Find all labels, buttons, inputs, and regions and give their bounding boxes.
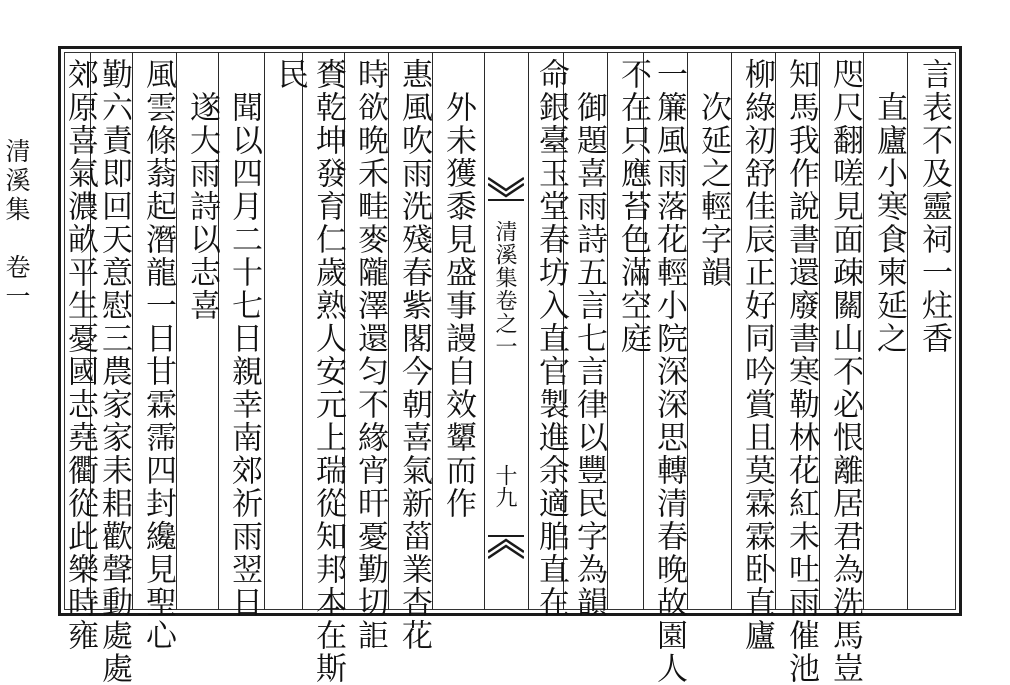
text-column-16: 聞以四月二十七日親幸南郊祈雨翌日 bbox=[226, 58, 262, 619]
fish-tail-top-icon bbox=[488, 176, 524, 202]
center-fold-column bbox=[480, 52, 532, 610]
column-rule bbox=[863, 52, 864, 610]
text-column-2: 直廬小寒食柬延之 bbox=[871, 58, 907, 355]
column-rule bbox=[388, 52, 389, 610]
column-rule bbox=[432, 52, 433, 610]
column-rule bbox=[731, 52, 732, 610]
column-rule bbox=[528, 52, 529, 610]
text-column-18: 風雲條蓊起潛龍一日甘霖霈四封纔見聖心 bbox=[140, 58, 176, 652]
text-column-4: 知馬我作說書還廢書寒勒林花紅未吐雨催池 bbox=[783, 58, 819, 685]
column-rule bbox=[687, 52, 688, 610]
text-column-8: 不在只應苔色滿空庭 bbox=[615, 58, 651, 355]
margin-book-title: 清溪集 卷一 bbox=[2, 138, 31, 312]
text-column-10: 命銀臺玉堂春坊入直官製進余適䏨直在 bbox=[533, 58, 569, 619]
column-rule bbox=[819, 52, 820, 610]
column-rule bbox=[484, 52, 485, 610]
text-column-3: 咫尺翻嗟見面疎關山不必恨離居君為洗馬豈 bbox=[827, 58, 863, 685]
text-column-19: 勤六責即回天意慰三農家家耒耜歡聲動處處 bbox=[96, 58, 132, 685]
page-number: 十九 bbox=[492, 464, 517, 508]
column-rule bbox=[607, 52, 608, 610]
text-column-15: 民 bbox=[272, 58, 308, 91]
fish-tail-bottom-icon bbox=[488, 534, 524, 560]
column-rule bbox=[264, 52, 265, 610]
text-column-12: 惠風吹雨洗殘春紫閣今朝喜氣新菑業杏花 bbox=[396, 58, 432, 652]
text-column-20: 郊原喜氣濃畝平生憂國志堯衢從此樂時雍 bbox=[62, 58, 98, 652]
column-rule bbox=[176, 52, 177, 610]
column-rule bbox=[132, 52, 133, 610]
column-rule bbox=[775, 52, 776, 610]
text-column-14: 賚乾坤發育仁歲熟人安元上瑞從知邦本在斯 bbox=[310, 58, 346, 685]
text-column-1: 言表不及靈祠一炷香 bbox=[916, 58, 952, 355]
column-rule bbox=[907, 52, 908, 610]
column-rule bbox=[302, 52, 303, 610]
volume-label: 清溪集卷之一 bbox=[492, 220, 517, 358]
text-column-9: 御題喜雨詩五言七言律以豐民字為韻 bbox=[571, 58, 607, 619]
text-column-6: 次延之輕字韻 bbox=[695, 58, 731, 289]
text-column-5: 柳綠初舒佳辰正好同吟賞且莫霖霖卧直廬 bbox=[739, 58, 775, 652]
text-column-11: 外未獲黍見盛事謾自效顰而作 bbox=[440, 58, 476, 520]
text-column-17: 遂大雨詩以志喜 bbox=[184, 58, 220, 322]
text-column-7: 一簾風雨落花輕小院深深思轉清春晚故園人 bbox=[651, 58, 687, 685]
text-column-13: 時欲晩禾畦麥隴澤還匀不緣宵旰憂勤切詎 bbox=[352, 58, 388, 652]
